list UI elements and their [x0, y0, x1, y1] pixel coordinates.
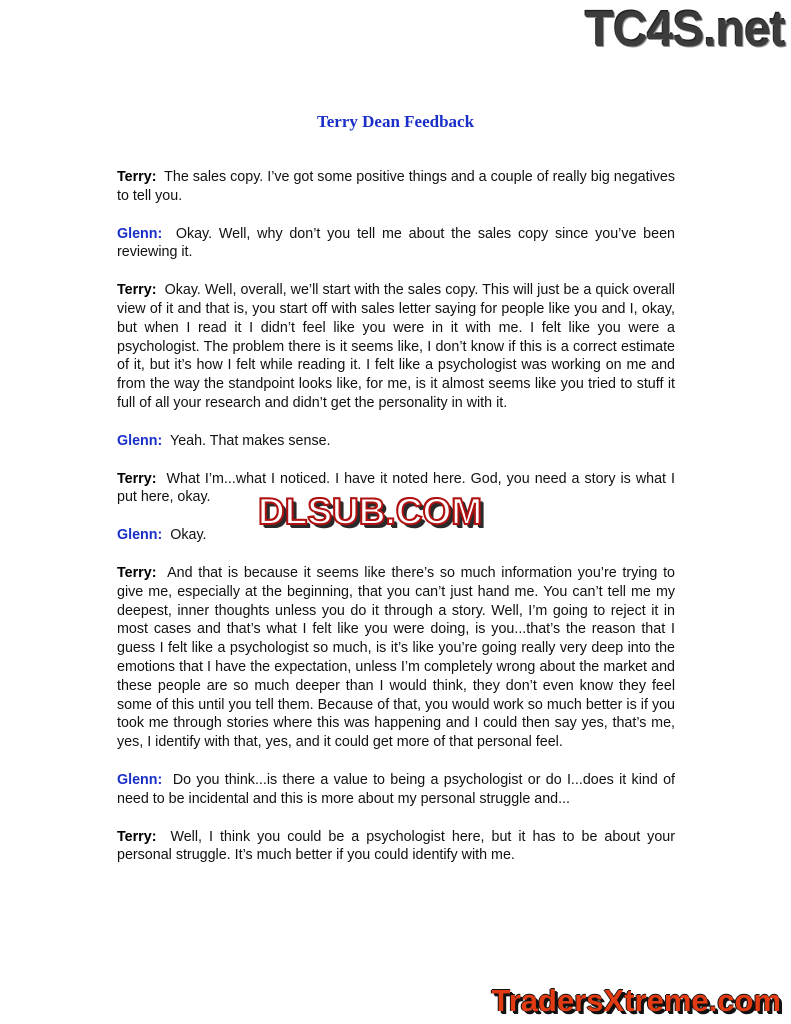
speaker-label: Terry: — [117, 282, 157, 299]
paragraph — [117, 771, 675, 809]
speaker-label: Glenn: — [117, 432, 163, 449]
speaker-label: Terry: — [117, 470, 157, 487]
speaker-label: Glenn: — [117, 771, 163, 788]
paragraph — [117, 432, 675, 451]
paragraph-text: Okay. — [170, 527, 207, 544]
paragraph — [117, 281, 675, 413]
paragraph-text: What I’m...what I noticed. I have it noted here. God, you need a story is what I put here, okay. — [117, 470, 675, 506]
speaker-label: Glenn: — [117, 225, 163, 242]
paragraph — [117, 168, 675, 206]
paragraph — [117, 828, 675, 866]
paragraph-text: Well, I think you could be a psychologist here, but it has to be about your personal struggle. It’s much better if you could identify with me. — [117, 828, 675, 864]
paragraph — [117, 564, 675, 752]
paragraph — [117, 225, 675, 263]
paragraph-text: Do you think...is there a value to being a psychologist or do I...does it kind of need to be incidental and this is more about my personal struggle and... — [117, 771, 675, 807]
paragraph-text: Okay. Well, overall, we’ll start with the sales copy. This will just be a quick overall view of it and that is, you start off with sales letter saying for people like you and I, okay, but when I read it I didn’t feel like you were in it with me. I felt like you were a psychologist. The problem there is it seems like, I don’t know if this is a correct estimate of it, but it’s how I felt while reading it. I felt like a psychologist was working on me and from the way the standpoint looks like, for me, is it almost seems like you tried to stuff it full of all your research and didn’t get the personality in with it. — [117, 282, 675, 411]
watermark-dlsub: DLSUB.COM — [258, 491, 483, 532]
paragraph-text: And that is because it seems like there’s so much information you’re trying to give me, especially at the beginning, that you can’t just hand me. You can’t tell me my deepest, inner thoughts unless you do it through a story. Well, I’m going to reject it in most cases and that’s what I felt like you were doing, is you...that’s the reason that I guess I felt like a psychologist so much, is it’s like you’re going really very deep into the emotions that I have the expectation, unless I’m completely wrong about the market and these people are so much deeper than I would think, they don’t even know they feel some of this until you tell them. Because of that, you would work so much better is if you took me through stories where this was happening and I could then say yes, that’s me, yes, I identify with that, yes, and it could get more of that personal feel. — [117, 564, 675, 751]
paragraph-text: Yeah. That makes sense. — [169, 432, 331, 449]
paragraph-text: The sales copy. I’ve got some positive things and a couple of really big negatives to tell you. — [117, 169, 675, 204]
watermark-tradersxtreme: TradersXtreme.com — [491, 983, 781, 1018]
speaker-label: Glenn: — [117, 527, 163, 544]
speaker-label: Terry: — [117, 169, 157, 185]
paragraph-text: Okay. Well, why don’t you tell me about the sales copy since you’ve been reviewing it. — [117, 225, 675, 261]
document-title: Terry Dean Feedback — [316, 112, 475, 131]
speaker-label: Terry: — [117, 828, 157, 845]
speaker-label: Terry: — [117, 564, 157, 581]
watermark-tc4s: TC4S.net — [584, 1, 785, 58]
